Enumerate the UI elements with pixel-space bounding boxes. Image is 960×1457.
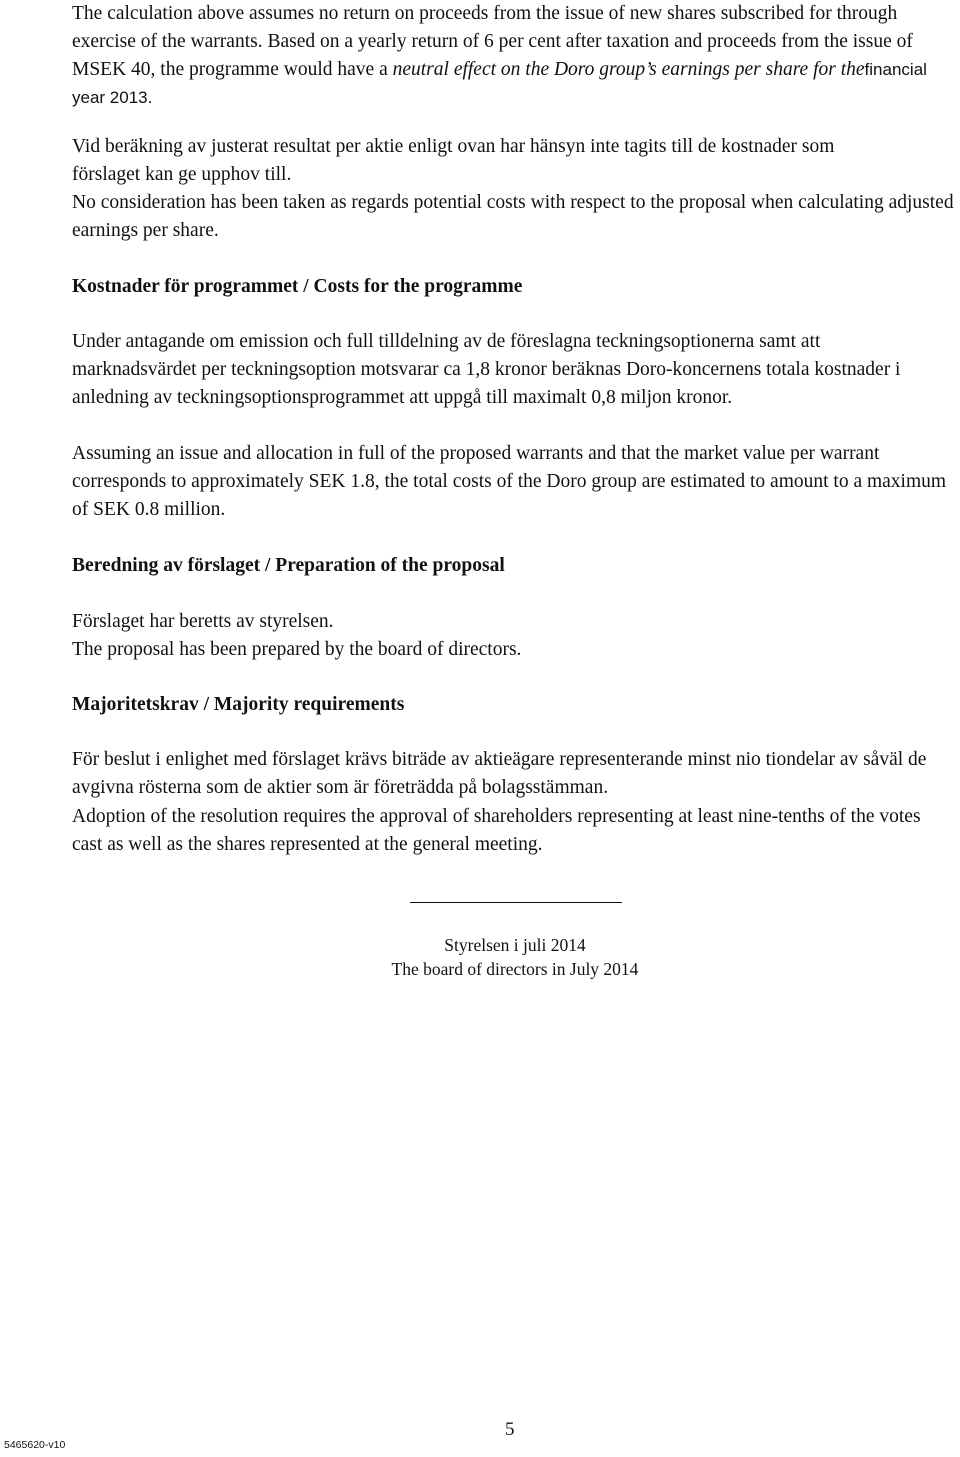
signature-sv: Styrelsen i juli 2014 [444, 935, 586, 955]
heading-preparation: Beredning av förslaget / Preparation of the proposal [72, 555, 505, 576]
paragraph-costs-en: Assuming an issue and allocation in full of the proposed warrants and that the market value per warrant corresponds to approximately SEK 1.8, the total costs of the Doro group are estimated to amount to a maximum of SEK 0.8 million. [72, 443, 947, 520]
document-id: 5465620-v10 [4, 1439, 66, 1451]
paragraph-majority-sv: För beslut i enlighet med förslaget krävs biträde av aktieägare representerande minst nio tiondelar av såväl de avgivna rösterna som de aktier som är företrädda på bolagsstämman. [72, 749, 927, 798]
paragraph-adjusted-earnings-sv: Vid beräkning av justerat resultat per aktie enligt ovan har hänsyn inte tagits till de kostnader som förslaget kan ge upphov till. [72, 136, 835, 185]
signature-en: The board of directors in July 2014 [391, 959, 639, 979]
heading-costs: Kostnader för programmet / Costs for the programme [72, 276, 523, 297]
heading-majority: Majoritetskrav / Majority requirements [72, 694, 405, 715]
page-number: 5 [505, 1419, 515, 1440]
paragraph-calculation-italic: neutral effect on the Doro group’s earnings per share for the [392, 59, 865, 80]
paragraph-preparation-en: The proposal has been prepared by the board of directors. [72, 639, 522, 660]
paragraph-preparation-sv: Förslaget har beretts av styrelsen. [72, 611, 334, 632]
paragraph-adjusted-earnings-en: No consideration has been taken as regards potential costs with respect to the proposal when calculating adjusted earnings per share. [72, 192, 954, 241]
paragraph-calculation-text: The calculation above assumes no return on proceeds from the issue of new shares subscribed for through exercise of the warrants. Based on a yearly return of 6 per cent after taxation and proceeds from the issue of MSEK 40, the programme would have a [72, 3, 913, 80]
paragraph-costs-sv: Under antagande om emission och full tilldelning av de föreslagna teckningsoptionerna samt att marknadsvärdet per teckningsoption motsvarar ca 1,8 kronor beräknas Doro-koncernens totala kostnader i anledning av teckningsoptionsprogrammet att uppgå till maximalt 0,8 miljon kronor. [72, 331, 901, 408]
paragraph-calculation-end: financial year 2013. [72, 60, 927, 107]
paragraph-calculation [72, 0, 956, 112]
paragraph-majority-en: Adoption of the resolution requires the approval of shareholders representing at least nine-tenths of the votes cast as well as the shares represented at the general meeting. [72, 806, 921, 855]
signature-line [410, 902, 622, 903]
